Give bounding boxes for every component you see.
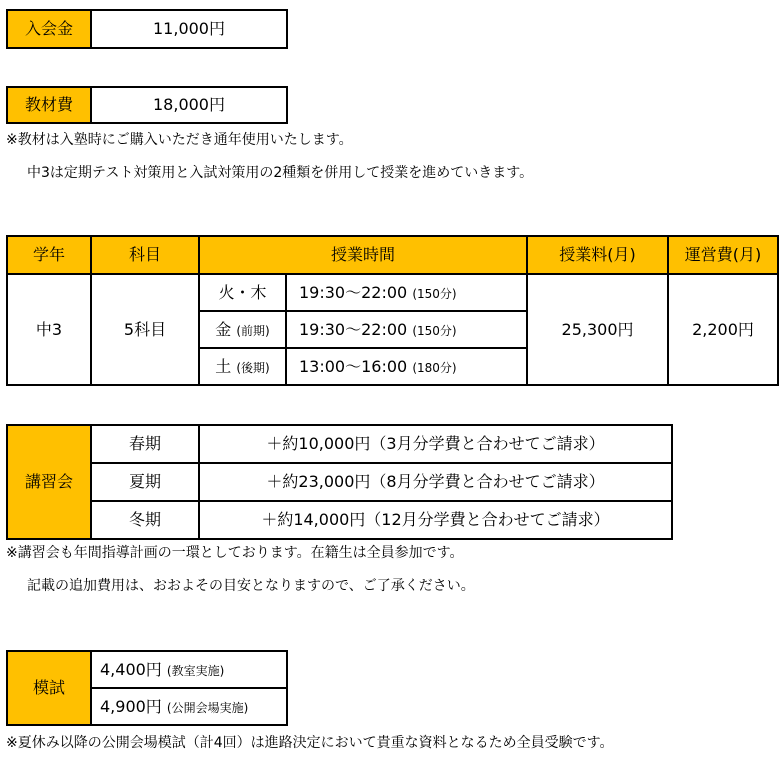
seminar-table xyxy=(6,424,673,540)
mock-exam-note: ※夏休み以降の公開会場模試（計4回）は進路決定において貴重な資料となるため全員受験です。 xyxy=(6,735,614,751)
schedule-day xyxy=(199,274,286,311)
schedule-day-name: 金 xyxy=(215,319,232,339)
materials-note-2: 中3は定期テスト対策用と入試対策用の2種類を併用して授業を進めていきます。 xyxy=(27,165,534,181)
schedule-tuition: 25,300円 xyxy=(527,274,668,385)
schedule-header-operation: 運営費(月) xyxy=(668,236,778,274)
mock-exam-price: 4,400円 xyxy=(100,659,162,679)
seminar-fee: ＋約14,000円（12月分学費と合わせてご請求） xyxy=(199,501,672,539)
seminar-label: 講習会 xyxy=(7,425,91,539)
enrollment-fee-value: 11,000円 xyxy=(91,10,287,48)
schedule-header-subject: 科目 xyxy=(91,236,199,274)
schedule-table xyxy=(6,235,779,386)
enrollment-fee-table xyxy=(6,9,288,49)
materials-note-1: ※教材は入塾時にご購入いただき通年使用いたします。 xyxy=(6,132,353,148)
schedule-day-note: (後期) xyxy=(236,360,270,375)
seminar-note-1: ※講習会も年間指導計画の一環としております。在籍生は全員参加です。 xyxy=(6,545,464,561)
schedule-grade: 中3 xyxy=(7,274,91,385)
schedule-day-note: (前期) xyxy=(236,323,270,338)
mock-exam-table xyxy=(6,650,288,726)
seminar-fee: ＋約23,000円（8月分学費と合わせてご請求） xyxy=(199,463,672,501)
seminar-note-2: 記載の追加費用は、おおよその目安となりますので、ご了承ください。 xyxy=(27,578,475,594)
mock-exam-option xyxy=(91,651,287,688)
schedule-time-range: 13:00～16:00 xyxy=(299,356,408,376)
seminar-season: 春期 xyxy=(91,425,199,463)
schedule-day xyxy=(199,348,286,385)
schedule-duration: (150分) xyxy=(412,323,457,338)
seminar-season: 夏期 xyxy=(91,463,199,501)
schedule-time xyxy=(286,274,527,311)
schedule-duration: (180分) xyxy=(412,360,457,375)
schedule-day xyxy=(199,311,286,348)
seminar-season: 冬期 xyxy=(91,501,199,539)
schedule-duration: (150分) xyxy=(412,286,457,301)
mock-exam-place: (教室実施) xyxy=(166,663,225,678)
materials-fee-table xyxy=(6,86,288,124)
schedule-day-name: 土 xyxy=(215,356,232,376)
schedule-header-grade: 学年 xyxy=(7,236,91,274)
mock-exam-label: 模試 xyxy=(7,651,91,725)
materials-fee-value: 18,000円 xyxy=(91,87,287,123)
schedule-header-time: 授業時間 xyxy=(199,236,527,274)
schedule-time xyxy=(286,348,527,385)
schedule-operation: 2,200円 xyxy=(668,274,778,385)
schedule-time xyxy=(286,311,527,348)
schedule-time-range: 19:30～22:00 xyxy=(299,319,408,339)
schedule-day-name: 火・木 xyxy=(218,282,267,302)
mock-exam-place: (公開会場実施) xyxy=(166,700,249,715)
enrollment-fee-label: 入会金 xyxy=(7,10,91,48)
schedule-time-range: 19:30～22:00 xyxy=(299,282,408,302)
schedule-subject: 5科目 xyxy=(91,274,199,385)
seminar-fee: ＋約10,000円（3月分学費と合わせてご請求） xyxy=(199,425,672,463)
schedule-header-tuition: 授業料(月) xyxy=(527,236,668,274)
mock-exam-price: 4,900円 xyxy=(100,696,162,716)
materials-fee-label: 教材費 xyxy=(7,87,91,123)
mock-exam-option xyxy=(91,688,287,725)
